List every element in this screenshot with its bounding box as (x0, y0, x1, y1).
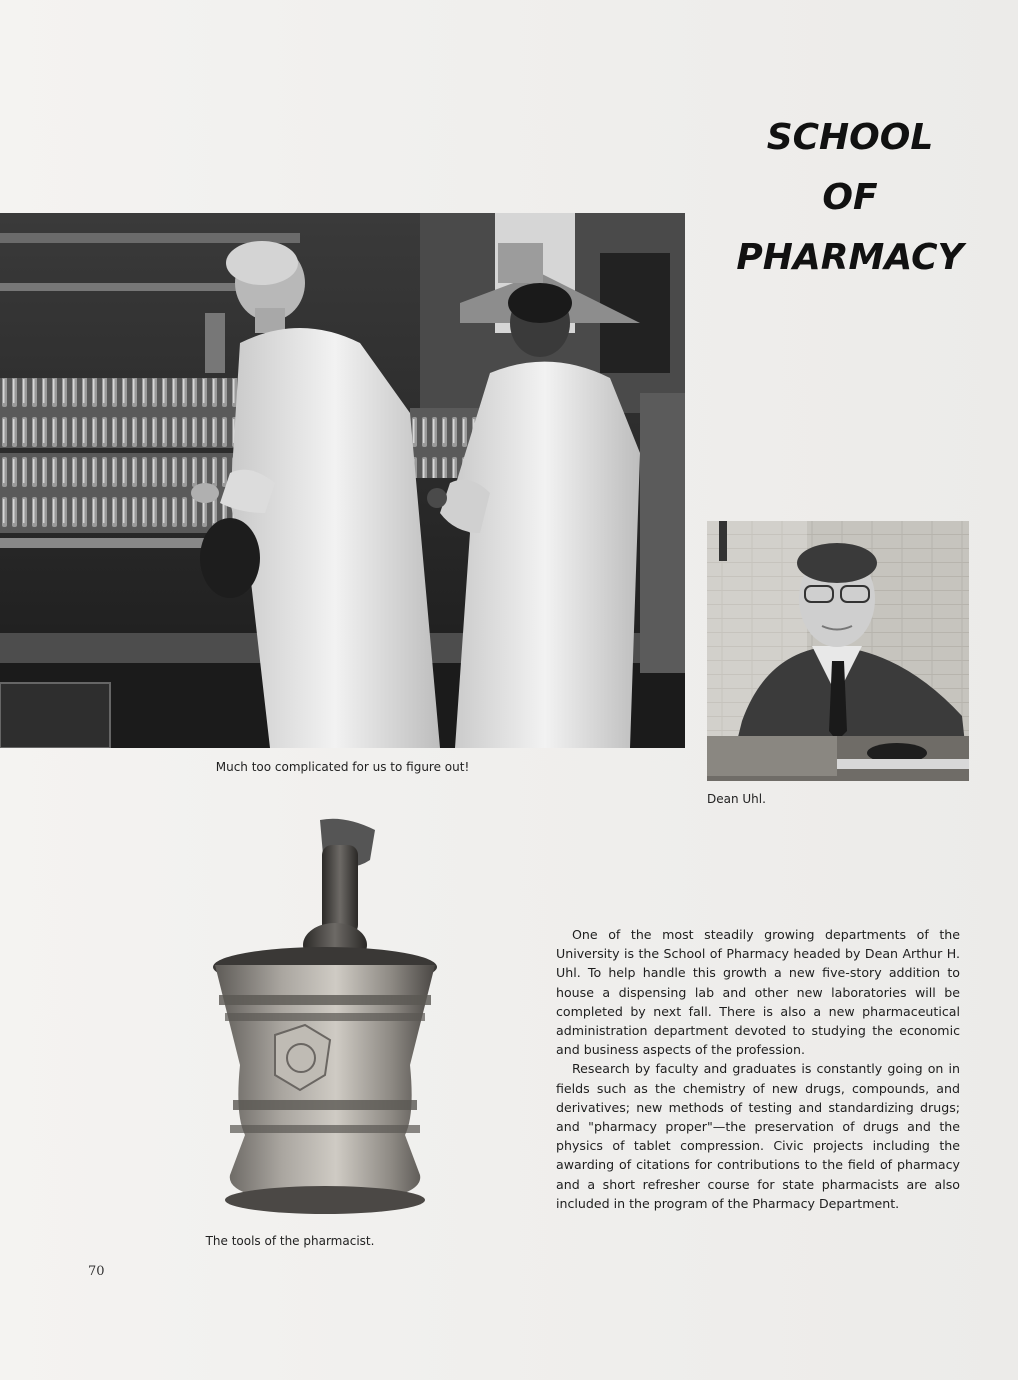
dean-portrait (707, 521, 969, 781)
dean-photo-caption: Dean Uhl. (707, 792, 766, 806)
main-photo-caption: Much too complicated for us to figure out! (215, 760, 470, 774)
article-body (556, 925, 960, 1213)
title-line-pharmacy: PHARMACY (736, 237, 964, 278)
article-paragraph: Research by faculty and graduates is constantly going on in fields such as the chemistry of new drugs, compounds, and derivatives; new methods of testing and standardizing drugs; and "pharmacy proper"—the preservation of drugs and the physics of tablet compression. Civic projects including the awarding of citations for contributions to the field of pharmacy and a short refresher course for state pharmacists are also included in the program of the Pharmacy Department. (556, 1061, 960, 1211)
mortar-and-pestle-photo (205, 815, 445, 1225)
article-paragraph: One of the most steadily growing departments of the University is the School of Pharmacy headed by Dean Arthur H. Uhl. To help handle this growth a new five-story addition to house a dispensing lab and other new laboratories will be completed by next fall. There is also a new pharmaceutical administration department devoted to studying the economic and business aspects of the profession. (556, 927, 960, 1058)
page-title (700, 108, 1000, 288)
mortar-photo-caption: The tools of the pharmacist. (205, 1234, 375, 1248)
title-line-of: OF (822, 177, 878, 218)
title-line-school: SCHOOL (766, 117, 934, 158)
page-number: 70 (88, 1264, 105, 1279)
pharmacists-photo (0, 213, 685, 748)
